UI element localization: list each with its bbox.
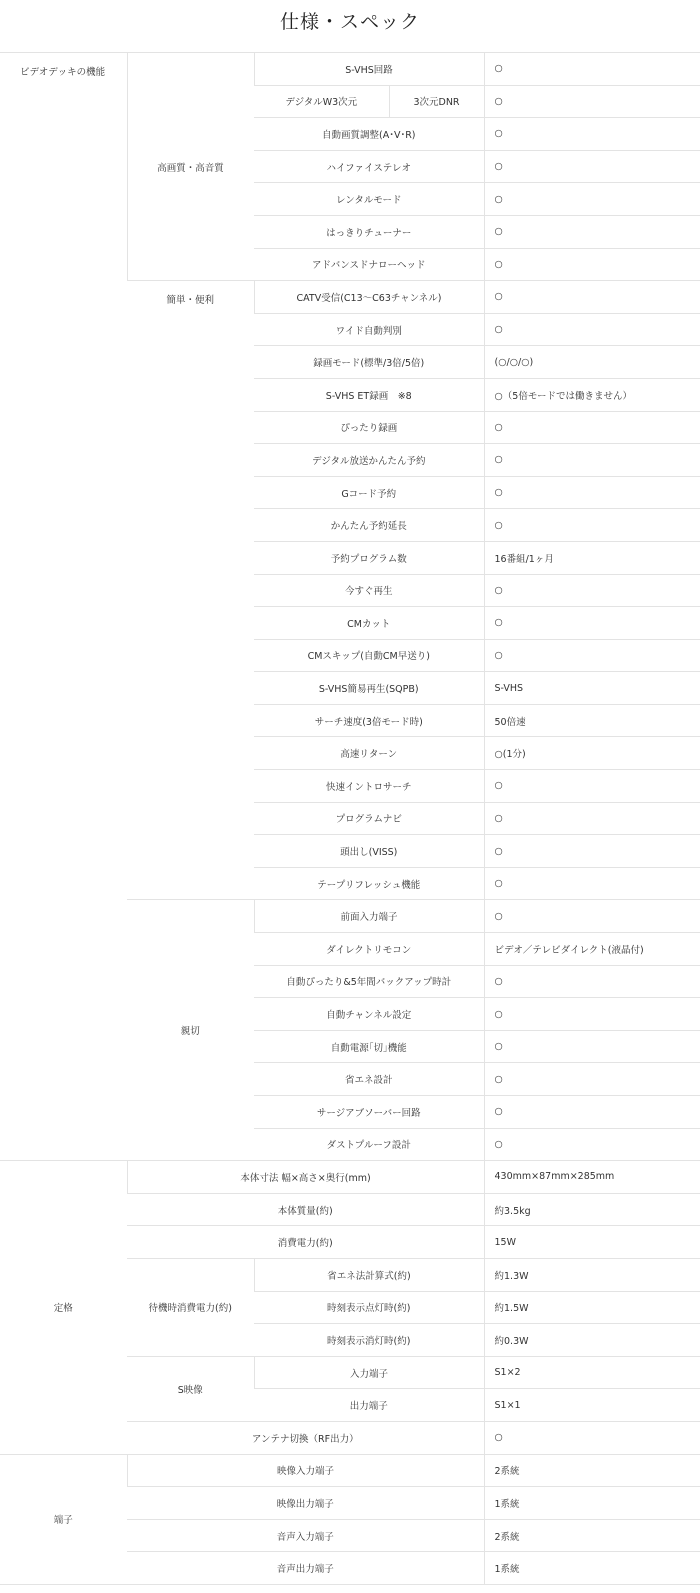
row-sublabel: 3次元DNR <box>389 85 484 118</box>
row-value: ○ <box>484 574 700 607</box>
row-label: ダストプルーフ設計 <box>254 1128 484 1161</box>
section-label: 端子 <box>0 1454 127 1584</box>
row-label: Gコード予約 <box>254 476 484 509</box>
section-label: 定格 <box>0 1161 127 1454</box>
row-value: 1系統 <box>484 1552 700 1585</box>
group-label: S映像 <box>127 1356 254 1421</box>
row-label: 録画モード(標準/3倍/5倍) <box>254 346 484 379</box>
row-label: CATV受信(C13〜C63チャンネル) <box>254 281 484 314</box>
row-value: ○ <box>484 1421 700 1454</box>
row-value: ○ <box>484 965 700 998</box>
row-value: ビデオ／テレビダイレクト(液晶付) <box>484 933 700 966</box>
row-label: 快速イントロサーチ <box>254 770 484 803</box>
row-label: 音声入力端子 <box>127 1519 484 1552</box>
row-label: 消費電力(約) <box>127 1226 484 1259</box>
section-label: ビデオデッキの機能 <box>0 53 127 1161</box>
row-label: CMスキップ(自動CM早送り) <box>254 639 484 672</box>
group-label: 親切 <box>127 900 254 1161</box>
row-value: ○ <box>484 150 700 183</box>
row-value: ○ <box>484 444 700 477</box>
row-value: ○ <box>484 802 700 835</box>
row-label: 出力端子 <box>254 1389 484 1422</box>
row-value: ○ <box>484 476 700 509</box>
row-value: ○ <box>484 85 700 118</box>
row-label: 高速リターン <box>254 737 484 770</box>
row-value: 430mm×87mm×285mm <box>484 1161 700 1194</box>
row-label: 省エネ設計 <box>254 1063 484 1096</box>
row-label: S-VHS ET録画 ※8 <box>254 378 484 411</box>
row-label: ダイレクトリモコン <box>254 933 484 966</box>
row-value: 1系統 <box>484 1487 700 1520</box>
group-label: 簡単・便利 <box>127 281 254 900</box>
table-row <box>0 1454 700 1487</box>
row-value: S-VHS <box>484 672 700 705</box>
row-label: 本体質量(約) <box>127 1193 484 1226</box>
row-label: 映像出力端子 <box>127 1487 484 1520</box>
row-value: 2系統 <box>484 1454 700 1487</box>
row-label: S-VHS簡易再生(SQPB) <box>254 672 484 705</box>
row-value: 15W <box>484 1226 700 1259</box>
row-label: 予約プログラム数 <box>254 541 484 574</box>
row-label: 時刻表示消灯時(約) <box>254 1324 484 1357</box>
row-label: 自動電源｢切｣機能 <box>254 1030 484 1063</box>
row-value: 16番組/1ヶ月 <box>484 541 700 574</box>
row-value: ○（5倍モードでは働きません） <box>484 378 700 411</box>
row-label: 音声出力端子 <box>127 1552 484 1585</box>
row-value: ○ <box>484 900 700 933</box>
row-label: 時刻表示点灯時(約) <box>254 1291 484 1324</box>
row-value: ○ <box>484 53 700 86</box>
row-label: レンタルモード <box>254 183 484 216</box>
row-value: ○ <box>484 607 700 640</box>
row-value: 約0.3W <box>484 1324 700 1357</box>
row-value: ○ <box>484 248 700 281</box>
row-value: S1×1 <box>484 1389 700 1422</box>
row-label: S-VHS回路 <box>254 53 484 86</box>
row-value: ○ <box>484 1030 700 1063</box>
row-label: 自動ぴったり&5年間バックアップ時計 <box>254 965 484 998</box>
spec-table <box>0 52 700 1585</box>
row-label: ぴったり録画 <box>254 411 484 444</box>
row-label: サージアブソーバー回路 <box>254 1096 484 1129</box>
group-label: 待機時消費電力(約) <box>127 1258 254 1356</box>
row-value: ○ <box>484 770 700 803</box>
row-value: ○ <box>484 411 700 444</box>
table-row <box>0 1161 700 1194</box>
row-label: 入力端子 <box>254 1356 484 1389</box>
row-value: S1×2 <box>484 1356 700 1389</box>
row-value: ○ <box>484 183 700 216</box>
row-value: ○ <box>484 639 700 672</box>
group-label: 高画質・高音質 <box>127 53 254 281</box>
row-value: ○ <box>484 998 700 1031</box>
row-value: 2系統 <box>484 1519 700 1552</box>
row-value: ○ <box>484 835 700 868</box>
row-value: ○ <box>484 1096 700 1129</box>
row-label: はっきりチューナー <box>254 215 484 248</box>
row-label: ワイド自動判別 <box>254 313 484 346</box>
row-label: サーチ速度(3倍モード時) <box>254 704 484 737</box>
row-value: ○ <box>484 1063 700 1096</box>
row-label: アドバンスドナローヘッド <box>254 248 484 281</box>
row-label: アンテナ切換（RF出力） <box>127 1421 484 1454</box>
table-row <box>0 53 700 86</box>
row-label: プログラムナビ <box>254 802 484 835</box>
row-label: デジタルW3次元 <box>254 85 389 118</box>
row-value: ○ <box>484 215 700 248</box>
page-title: 仕様・スペック <box>279 11 420 33</box>
row-label: CMカット <box>254 607 484 640</box>
row-label: 今すぐ再生 <box>254 574 484 607</box>
row-value: 約1.5W <box>484 1291 700 1324</box>
row-value: (○/○/○) <box>484 346 700 379</box>
row-label: かんたん予約延長 <box>254 509 484 542</box>
row-value: 約1.3W <box>484 1258 700 1291</box>
row-label: 自動チャンネル設定 <box>254 998 484 1031</box>
row-label: 省エネ法計算式(約) <box>254 1258 484 1291</box>
row-value: ○ <box>484 509 700 542</box>
row-label: 頭出し(VISS) <box>254 835 484 868</box>
row-value: 50倍速 <box>484 704 700 737</box>
row-value: ○ <box>484 313 700 346</box>
row-value: ○ <box>484 867 700 900</box>
row-label: 前面入力端子 <box>254 900 484 933</box>
row-value: ○(1分) <box>484 737 700 770</box>
row-label: テープリフレッシュ機能 <box>254 867 484 900</box>
row-label: 映像入力端子 <box>127 1454 484 1487</box>
row-label: 本体寸法 幅×高さ×奥行(mm) <box>127 1161 484 1194</box>
row-label: ハイファイステレオ <box>254 150 484 183</box>
row-value: 約3.5kg <box>484 1193 700 1226</box>
row-value: ○ <box>484 281 700 314</box>
row-value: ○ <box>484 1128 700 1161</box>
row-value: ○ <box>484 118 700 151</box>
row-label: デジタル放送かんたん予約 <box>254 444 484 477</box>
row-label: 自動画質調整(A･V･R) <box>254 118 484 151</box>
